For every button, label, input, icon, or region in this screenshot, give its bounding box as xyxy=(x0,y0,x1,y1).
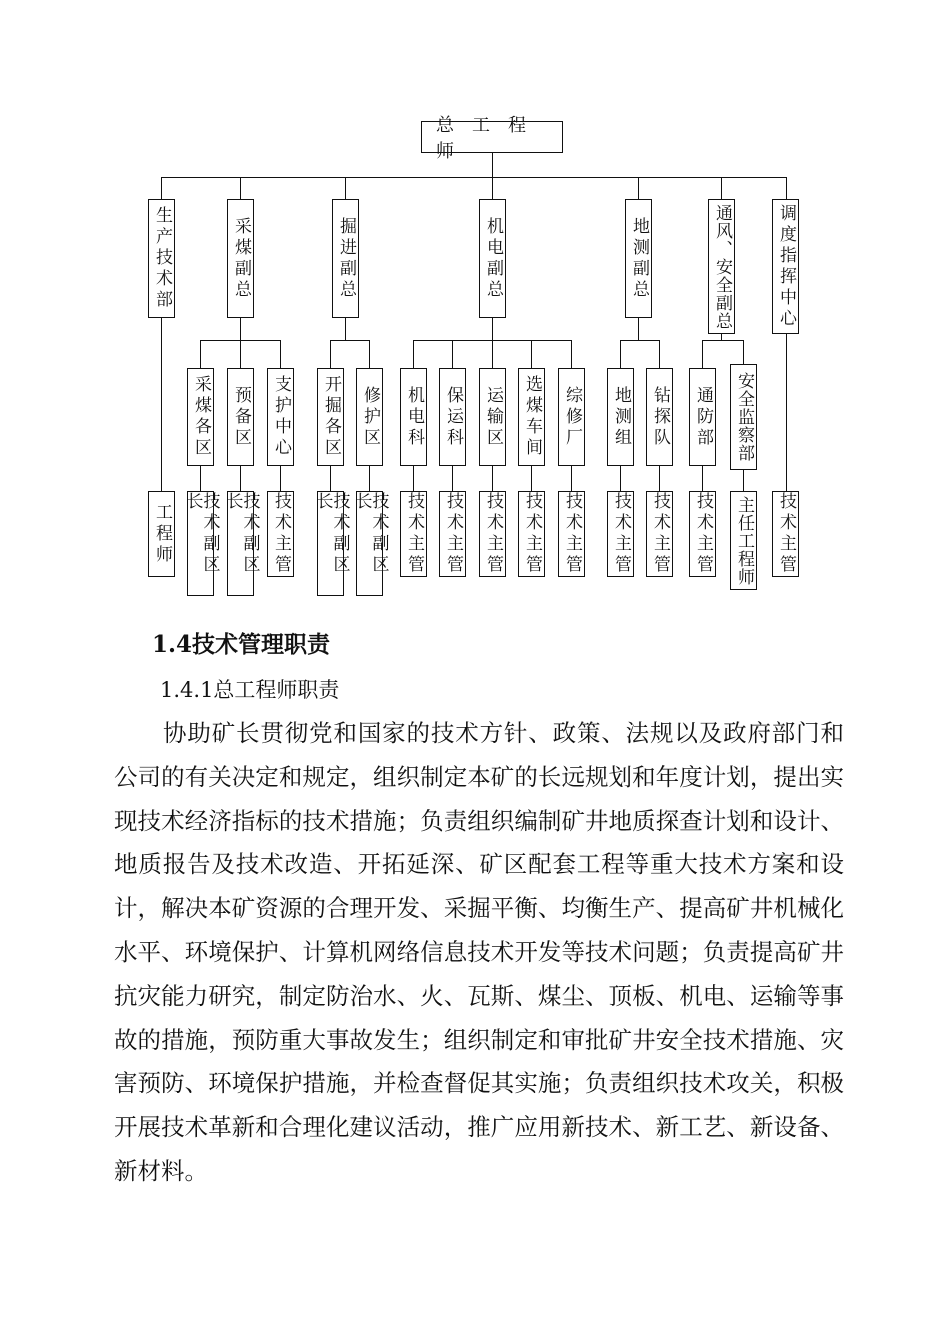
org-box-label: 采煤各区 xyxy=(191,375,211,459)
org-box-label: 掘进副总 xyxy=(336,216,356,301)
org-box-label: 技术主管 xyxy=(776,492,796,576)
org-box-label: 开掘各区 xyxy=(321,375,341,459)
org-box-level3 xyxy=(479,368,506,466)
connector-line xyxy=(369,340,370,368)
org-box-label: 预备区 xyxy=(231,385,251,449)
connector-line xyxy=(492,340,493,368)
connector-line xyxy=(240,340,241,368)
org-box-level4 xyxy=(267,491,294,577)
org-box-label: 地测副总 xyxy=(629,216,649,301)
org-box-level4 xyxy=(182,491,220,596)
connector-line xyxy=(161,177,162,199)
connector-line xyxy=(492,466,493,491)
org-box-label: 通防部 xyxy=(693,385,713,449)
org-box-level4 xyxy=(312,491,350,596)
org-box-level4 xyxy=(351,491,389,596)
org-box-label: 安全监察部 xyxy=(734,372,754,462)
org-box-level3 xyxy=(227,368,254,466)
org-box-level4 xyxy=(148,491,175,577)
org-box-level4 xyxy=(222,491,260,596)
connector-line xyxy=(492,177,493,199)
org-box-label: 生产技术部 xyxy=(152,206,172,311)
org-box-label: 技术主管 xyxy=(483,492,503,576)
org-box-label: 技术主管 xyxy=(443,492,463,576)
connector-line xyxy=(702,340,703,368)
connector-line xyxy=(369,466,370,491)
org-box-label: 机电副总 xyxy=(483,216,503,301)
org-box-level4 xyxy=(772,491,799,577)
org-box-label: 技术主管 xyxy=(522,492,542,576)
connector-line xyxy=(620,466,621,491)
org-box-label: 采煤副总 xyxy=(231,216,251,301)
org-box-label: 地测组 xyxy=(611,385,631,449)
org-box-level3 xyxy=(317,368,344,466)
org-box-label: 技术主管 xyxy=(611,492,631,576)
connector-line xyxy=(413,466,414,491)
org-box-label: 机电科 xyxy=(404,385,424,449)
connector-line xyxy=(280,466,281,491)
org-box-label: 技术副区长 xyxy=(222,492,260,576)
org-box-level4 xyxy=(689,491,716,577)
org-box-level2 xyxy=(148,199,175,318)
org-chart xyxy=(0,0,950,620)
connector-line xyxy=(659,466,660,491)
org-box-label: 技术主管 xyxy=(693,492,713,576)
connector-line xyxy=(161,318,162,491)
connector-line xyxy=(620,340,621,368)
org-box-label: 技术主管 xyxy=(404,492,424,576)
connector-line xyxy=(345,177,346,199)
connector-line xyxy=(531,340,532,368)
body-paragraph: 协助矿长贯彻党和国家的技术方针、政策、法规以及政府部门和公司的有关决定和规定，组织制定本矿的长远规划和年度计划，提出实现技术经济指标的技术措施；负责组织编制矿井地质探查计划和设计、地质报告及技术改造、开拓延深、矿区配套工程等重大技术方案和设计，解决本矿资源的合理开发、采掘平衡、均衡生产、提高矿井机械化水平、环境保护、计算机网络信息技术开发等技术问题；负责提高矿井抗灾能力研究，制定防治水、火、瓦斯、煤尘、顶板、机电、运输等事故的措施，预防重大事故发生；组织制定和审批矿井安全技术措施、灾害预防、环境保护措施，并检查督促其实施；负责组织技术攻关，积极开展技术革新和合理化建议活动，推广应用新技术、新工艺、新设备、新材料。 xyxy=(114,719,844,1185)
org-box-label: 技术主管 xyxy=(271,492,291,576)
org-box-level3 xyxy=(267,368,294,466)
org-box-level4 xyxy=(607,491,634,577)
org-box-level2 xyxy=(772,199,799,334)
connector-line xyxy=(240,466,241,491)
connector-line xyxy=(721,177,722,199)
org-box-label: 通风、安全副总 xyxy=(712,203,732,330)
org-box-label: 主任工程师 xyxy=(734,495,754,586)
org-box-label: 技术副区长 xyxy=(351,492,389,576)
org-box-level2 xyxy=(332,199,359,318)
connector-line xyxy=(702,340,743,341)
org-box-level3 xyxy=(558,368,585,466)
connector-line xyxy=(330,340,369,341)
org-box-level2 xyxy=(625,199,652,318)
connector-line xyxy=(413,340,414,368)
org-box-label: 钻探队 xyxy=(650,385,670,449)
org-box-label: 选煤车间 xyxy=(522,375,542,459)
org-box-level3 xyxy=(400,368,427,466)
org-box-label: 技术主管 xyxy=(562,492,582,576)
org-box-level4 xyxy=(518,491,545,577)
org-box-label: 总工程师 xyxy=(436,115,544,162)
connector-line xyxy=(620,340,659,341)
connector-line xyxy=(452,466,453,491)
connector-line xyxy=(743,470,744,491)
org-box-level3 xyxy=(689,368,716,466)
connector-line xyxy=(571,340,572,368)
org-box-label: 工程师 xyxy=(152,502,172,566)
connector-line xyxy=(638,318,639,340)
org-box-level4 xyxy=(558,491,585,577)
org-box-level4 xyxy=(400,491,427,577)
org-box-label: 运输区 xyxy=(483,385,503,449)
connector-line xyxy=(492,318,493,340)
connector-line xyxy=(330,340,331,368)
org-box-top xyxy=(421,115,563,162)
org-box-level4 xyxy=(479,491,506,577)
org-box-level3 xyxy=(607,368,634,466)
connector-line xyxy=(452,340,453,368)
org-box-level4 xyxy=(730,491,757,590)
connector-line xyxy=(330,466,331,491)
org-box-level3 xyxy=(646,368,673,466)
org-box-label: 调度指挥中心 xyxy=(776,203,796,330)
org-box-level3 xyxy=(356,368,383,466)
connector-line xyxy=(659,340,660,368)
org-box-label: 综修厂 xyxy=(562,385,582,449)
connector-line xyxy=(200,340,201,368)
org-box-label: 保运科 xyxy=(443,385,463,449)
org-box-level4 xyxy=(439,491,466,577)
org-box-label: 修护区 xyxy=(360,385,380,449)
connector-line xyxy=(240,318,241,340)
subsection-title: 1.4.1总工程师职责 xyxy=(160,678,340,702)
org-box-label: 技术主管 xyxy=(650,492,670,576)
connector-line xyxy=(786,334,787,491)
connector-line xyxy=(240,177,241,199)
org-box-level3 xyxy=(518,368,545,466)
section-title: 1.4技术管理职责 xyxy=(152,631,331,658)
org-box-label: 技术副区长 xyxy=(182,492,220,576)
connector-line xyxy=(638,177,639,199)
org-box-level3 xyxy=(730,364,757,470)
connector-line xyxy=(702,466,703,491)
connector-line xyxy=(786,177,787,199)
org-box-level3 xyxy=(187,368,214,466)
org-box-level2 xyxy=(479,199,506,318)
connector-line xyxy=(200,466,201,491)
org-box-level2 xyxy=(708,199,735,334)
org-box-level2 xyxy=(227,199,254,318)
connector-line xyxy=(531,466,532,491)
connector-line xyxy=(280,340,281,368)
org-box-label: 技术副区长 xyxy=(312,492,350,576)
org-box-level3 xyxy=(439,368,466,466)
connector-line xyxy=(571,466,572,491)
org-box-label: 支护中心 xyxy=(271,375,291,459)
org-box-level4 xyxy=(646,491,673,577)
connector-line xyxy=(345,318,346,340)
connector-line xyxy=(161,177,786,178)
